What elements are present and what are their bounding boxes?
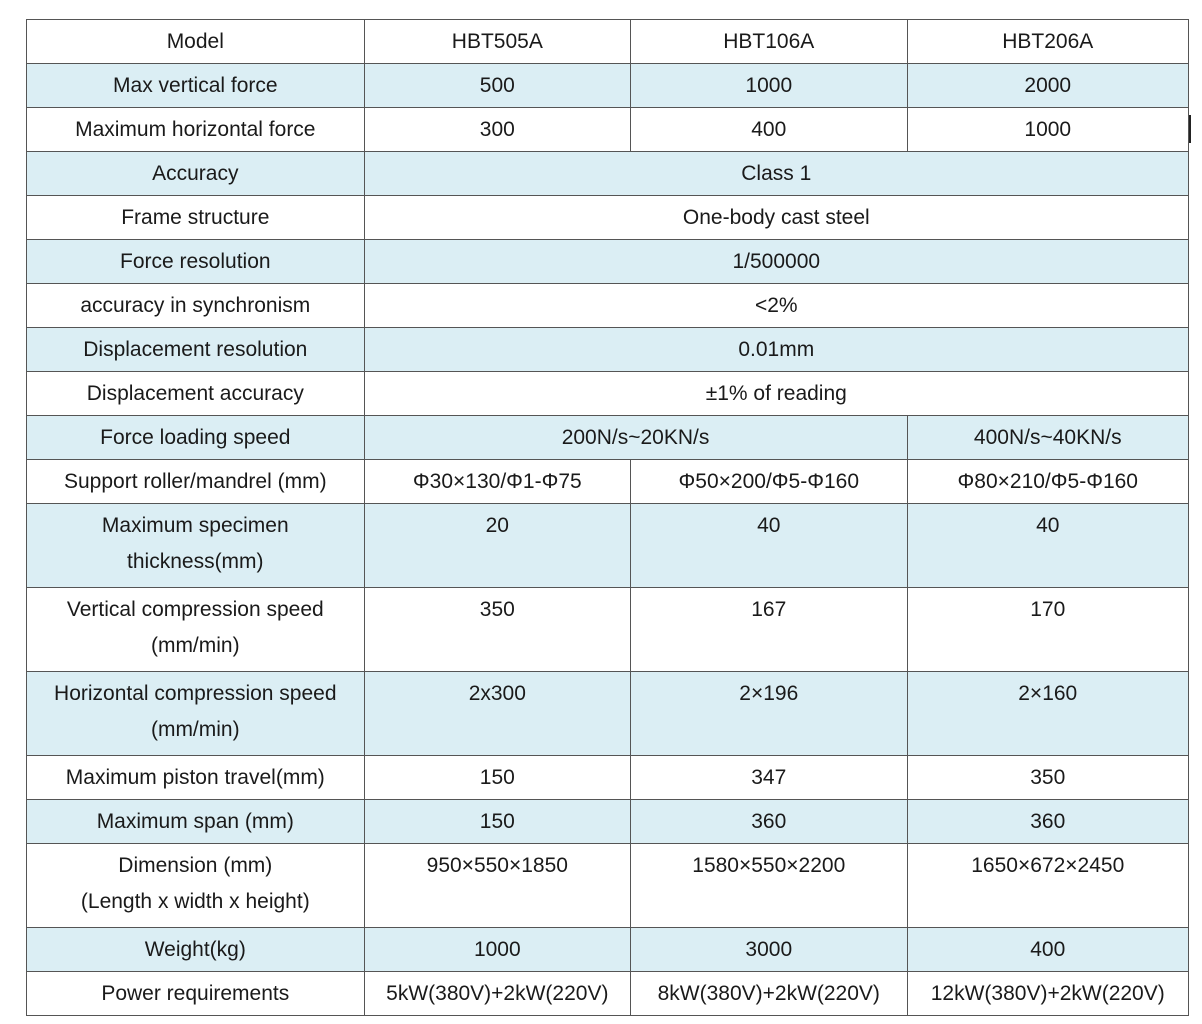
row-label (27, 672, 365, 756)
row-label-line: Support roller/mandrel (mm) (64, 469, 327, 493)
row-label-line: Maximum horizontal force (75, 117, 316, 141)
table-cell: 12kW(380V)+2kW(220V) (907, 972, 1189, 1016)
row-label (27, 972, 365, 1016)
table-row (27, 504, 1189, 588)
row-label (27, 328, 365, 372)
table-cell: 300 (364, 108, 630, 152)
row-label (27, 844, 365, 928)
row-label-line: (Length x width x height) (80, 890, 310, 913)
table-cell: Φ50×200/Φ5-Φ160 (631, 460, 907, 504)
table-cell: 3000 (631, 928, 907, 972)
table-cell: 1650×672×2450 (907, 844, 1189, 928)
row-label-line: Model (166, 29, 224, 53)
row-label (27, 460, 365, 504)
table-cell: 0.01mm (364, 328, 1188, 372)
table-cell: 1000 (631, 64, 907, 108)
table-cell: 150 (364, 756, 630, 800)
row-label (27, 284, 365, 328)
spec-table (26, 19, 1189, 1016)
row-label-line: Frame structure (121, 205, 270, 229)
table-cell: 500 (364, 64, 630, 108)
table-row (27, 284, 1189, 328)
table-cell: ±1% of reading (364, 372, 1188, 416)
table-cell: 167 (631, 588, 907, 672)
table-row (27, 416, 1189, 460)
row-label-line: Horizontal compression speed (54, 682, 337, 705)
table-cell: Φ80×210/Φ5-Φ160 (907, 460, 1189, 504)
table-row (27, 844, 1189, 928)
row-label-line: Accuracy (152, 161, 239, 185)
row-label (27, 108, 365, 152)
edge-mark (1189, 115, 1191, 143)
table-cell: 170 (907, 588, 1189, 672)
table-cell: 2×196 (631, 672, 907, 756)
row-label (27, 20, 365, 64)
table-cell: 347 (631, 756, 907, 800)
table-row (27, 152, 1189, 196)
row-label (27, 152, 365, 196)
table-row (27, 588, 1189, 672)
table-row (27, 800, 1189, 844)
table-cell: One-body cast steel (364, 196, 1188, 240)
table-row (27, 756, 1189, 800)
row-label-line: (mm/min) (150, 718, 240, 741)
row-label (27, 756, 365, 800)
table-row (27, 972, 1189, 1016)
row-label-line: Power requirements (101, 981, 290, 1005)
table-row (27, 196, 1189, 240)
row-label-line: Force loading speed (100, 425, 291, 449)
row-label-line: Maximum span (mm) (96, 809, 294, 833)
spec-table-body (27, 20, 1189, 1016)
row-label (27, 416, 365, 460)
table-row (27, 928, 1189, 972)
row-label (27, 372, 365, 416)
table-cell: 350 (907, 756, 1189, 800)
row-label (27, 588, 365, 672)
table-cell: 2×160 (907, 672, 1189, 756)
row-label-line: Dimension (mm) (118, 854, 273, 877)
table-cell: HBT206A (907, 20, 1189, 64)
row-label-line: Maximum piston travel(mm) (65, 765, 325, 789)
table-cell: 1/500000 (364, 240, 1188, 284)
table-row (27, 672, 1189, 756)
table-cell: 2000 (907, 64, 1189, 108)
table-cell: HBT106A (631, 20, 907, 64)
table-cell: 20 (364, 504, 630, 588)
table-row (27, 460, 1189, 504)
table-cell: 200N/s~20KN/s (364, 416, 907, 460)
table-cell: 150 (364, 800, 630, 844)
row-label-line: Displacement resolution (83, 337, 308, 361)
row-label-line: Vertical compression speed (66, 598, 324, 621)
row-label-line: (mm/min) (150, 634, 240, 657)
row-label-line: Maximum specimen (101, 514, 289, 537)
table-cell: 5kW(380V)+2kW(220V) (364, 972, 630, 1016)
row-label-line: Weight(kg) (144, 937, 246, 961)
table-cell: 950×550×1850 (364, 844, 630, 928)
table-cell: 40 (907, 504, 1189, 588)
table-cell: Φ30×130/Φ1-Φ75 (364, 460, 630, 504)
row-label (27, 64, 365, 108)
row-label-line: Displacement accuracy (86, 381, 304, 405)
table-cell: 40 (631, 504, 907, 588)
table-cell: 1580×550×2200 (631, 844, 907, 928)
row-label (27, 240, 365, 284)
row-label-line: accuracy in synchronism (80, 293, 311, 317)
table-cell: <2% (364, 284, 1188, 328)
table-cell: 400N/s~40KN/s (907, 416, 1189, 460)
row-label (27, 928, 365, 972)
table-cell: 400 (631, 108, 907, 152)
table-row (27, 328, 1189, 372)
row-label-line: Force resolution (120, 249, 271, 273)
table-cell: 1000 (907, 108, 1189, 152)
table-cell: 1000 (364, 928, 630, 972)
table-cell: HBT505A (364, 20, 630, 64)
row-label-line: Max vertical force (113, 73, 278, 97)
table-cell: 400 (907, 928, 1189, 972)
table-cell: 8kW(380V)+2kW(220V) (631, 972, 907, 1016)
table-row (27, 240, 1189, 284)
table-cell: 350 (364, 588, 630, 672)
table-row (27, 64, 1189, 108)
row-label-line: thickness(mm) (127, 550, 264, 573)
row-label (27, 800, 365, 844)
table-cell: 360 (907, 800, 1189, 844)
table-cell: 360 (631, 800, 907, 844)
table-row (27, 20, 1189, 64)
table-cell: 2x300 (364, 672, 630, 756)
table-row (27, 372, 1189, 416)
row-label (27, 504, 365, 588)
table-row (27, 108, 1189, 152)
row-label (27, 196, 365, 240)
table-cell: Class 1 (364, 152, 1188, 196)
